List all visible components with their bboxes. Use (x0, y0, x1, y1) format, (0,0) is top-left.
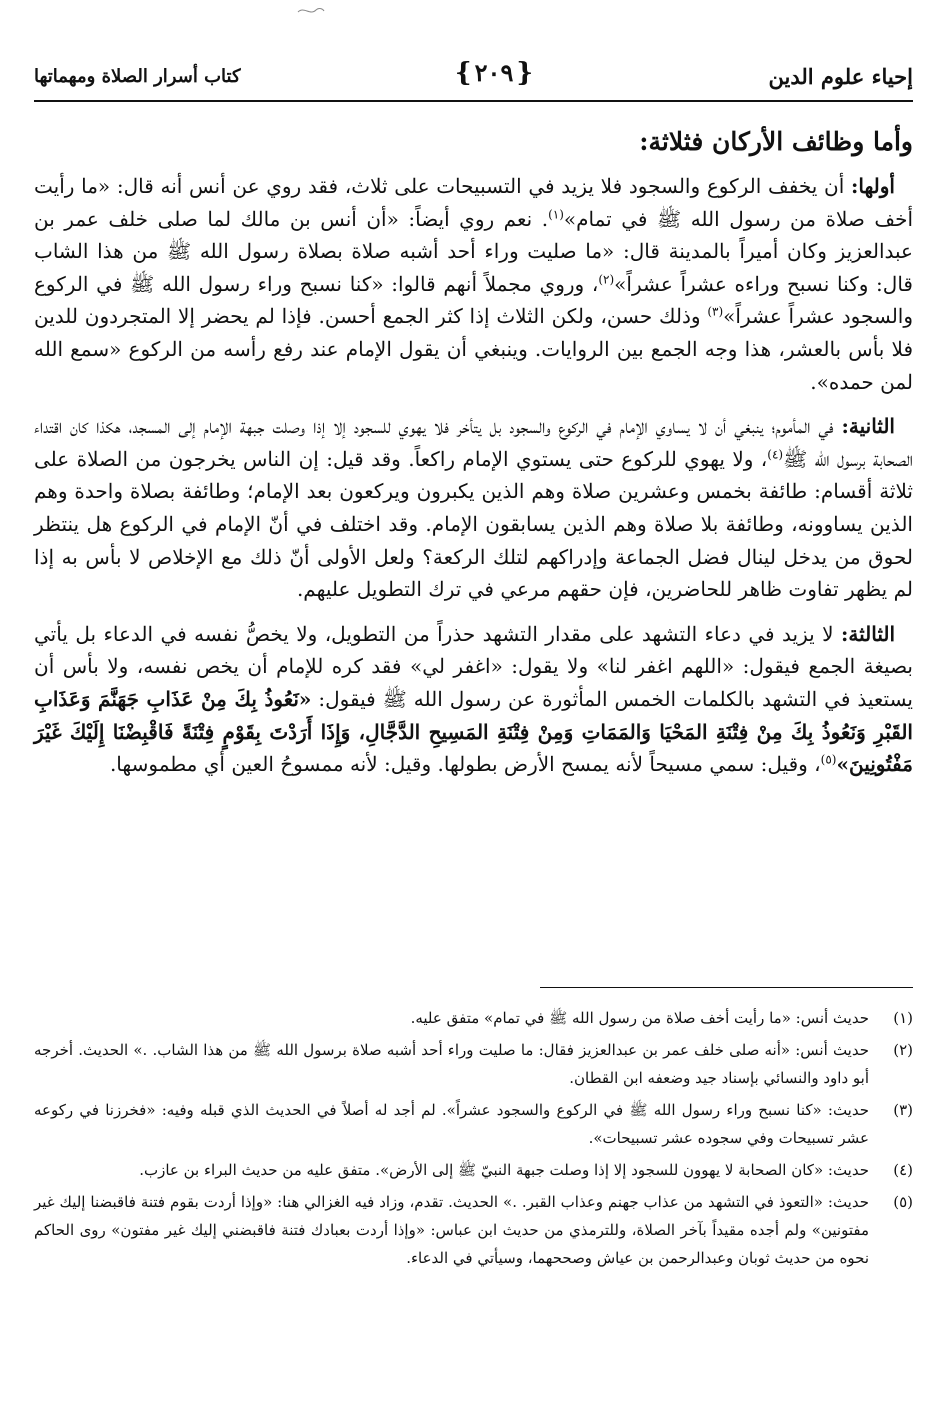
page-number-block (444, 58, 544, 88)
paragraph-second (34, 410, 913, 606)
paragraph-text: ، وروي مجملاً أنهم قالوا: «كنا نسبح وراء رسول الله ﷺ في الركوع والسجود عشراً عشراً» (34, 271, 914, 329)
chapter-title: كتاب أسرار الصلاة ومهماتها (34, 66, 241, 87)
footnote-number: (٢) (893, 1041, 913, 1059)
footnote-text: حديث: «التعوذ في التشهد من عذاب جهنم وعذاب القبر. .» الحديث. تقدم، وزاد فيه الغزالي هنا: «وإذا أردت بقوم فتنة فاقبضنا إليك غير مفتونين» ولم أجده مقيداً بآخر الصلاة، وللترمذي من حديث ابن عباس: «وإذا أردت بعبادك فتنة فاقبضني إليك غير مفتون» روى الحاكم نحوه من حديث ثوبان وعبدالرحمن بن عياش وصححهما، وسيأتي في الدعاء. (34, 1193, 869, 1267)
footnote (34, 1188, 913, 1272)
book-title: إحياء علوم الدين (768, 64, 913, 89)
ornament-mark (296, 4, 326, 18)
footnote-divider (540, 987, 913, 988)
footnote (34, 1036, 913, 1092)
footnote-number: (٣) (893, 1101, 913, 1119)
footnote-text: حديث أنس: «أنه صلى خلف عمر بن عبدالعزيز فقال: ما صليت وراء أحد أشبه صلاة برسول الله ﷺ من هذا الشاب. .» الحديث. أخرجه أبو داود والنسائي بإسناد جيد وضعفه ابن القطان. (34, 1041, 869, 1087)
footnote (34, 1096, 913, 1152)
footnote-text: حديث: «كنا نسبح وراء رسول الله ﷺ في الركوع والسجود عشراً». لم أجد له أصلاً في الحديث الذي قبله وفيه: «فخرزنا في ركوعه عشر تسبيحات وفي سجوده عشر تسبيحات». (34, 1101, 869, 1147)
paragraph-lead: الثالثة: (840, 621, 895, 646)
section-heading: وأما وظائف الأركان فثلاثة: (639, 127, 913, 156)
footnotes (34, 1004, 913, 1276)
paragraph-lead: أولها: (850, 174, 895, 198)
footnote-ref: (٤) (767, 447, 784, 462)
paragraph-text: ، وقيل: سمي مسيحاً لأنه يمسح الأرض بطولها. وقيل: لأنه ممسوحُ العين أي مطموسها. (109, 752, 821, 777)
dua-quote: «نَعُوذُ بِكَ مِنْ عَذَابِ جَهَنَّمَ وَعَذَابِ القَبْرِ وَنَعُوذُ بِكَ مِنْ فِتْنَةِ المَحْيَا وَالمَمَاتِ وَمِنْ فِتْنَةِ المَسِيحِ الدَّجَّالِ، وَإِذَا أَرَدْتَ بِقَوْمٍ فِتْنَةً فَاقْبِضْنَا إِلَيْكَ غَيْرَ مَفْتُونِينَ» (34, 686, 913, 777)
right-brace-ornament: } (516, 58, 534, 88)
footnote (34, 1156, 913, 1184)
paragraph-third (34, 618, 913, 781)
footnote-number: (٤) (893, 1161, 913, 1179)
paragraph-text: . نعم روي أيضاً: «أن أنس بن مالك لما صلى خلف عمر بن عبدالعزيز وكان أميراً بالمدينة قال: «ما صليت وراء أحد أشبه صلاة بصلاة رسول الله ﷺ من هذا الشاب قال: وكنا نسبح وراءه عشراً عشراً» (34, 206, 913, 296)
paragraph-text: لا يزيد في دعاء التشهد على مقدار التشهد حذراً من التطويل، ولا يخصُّ نفسه في الدعاء بل يأتي بصيغة الجمع فيقول: «اللهم اغفر لنا» ولا يقول: «اغفر لي» فقد كره للإمام أن يخص نفسه، ولا بأس أن يستعيذ في التشهد بالكلمات الخمس المأثورة عن رسول الله ﷺ فيقول: (34, 621, 913, 711)
footnote-ref: (٣) (707, 304, 724, 319)
footnote-text: حديث أنس: «ما رأيت أخف صلاة من رسول الله ﷺ في تمام» متفق عليه. (410, 1009, 869, 1027)
paragraph-text: أن يخفف الركوع والسجود فلا يزيد في التسبيحات على ثلاث، فقد روي عن أنس أنه قال: «ما رأيت أخف صلاة من رسول الله ﷺ في تمام» (34, 174, 914, 231)
footnote-ref: (١) (548, 206, 564, 221)
paragraph-lead: الثانية: (841, 414, 895, 439)
paragraph-text: وذلك حسن، ولكن الثلاث إذا كثر الجمع أحسن. فإذا لم يحضر إلا المتجردون للدين فلا بأس بالعشر، هذا وجه الجمع بين الروايات. وينبغي أن يقول الإمام عند رفع رأسه من الركوع «سمع الله لمن حمده». (34, 304, 913, 394)
footnote-number: (١) (893, 1009, 913, 1027)
left-brace-ornament: { (454, 58, 472, 88)
header-divider (34, 100, 913, 102)
footnote-ref: (٥) (820, 752, 837, 767)
footnote (34, 1004, 913, 1032)
page-number: ٢٠٩ (474, 58, 514, 87)
footnote-number: (٥) (893, 1193, 913, 1211)
footnote-text: حديث: «كان الصحابة لا يهوون للسجود إلا إذا وصلت جبهة النبيّ ﷺ إلى الأرض». متفق عليه من حديث البراء بن عازب. (139, 1161, 869, 1179)
paragraph-text: ، ولا يهوي للركوع حتى يستوي الإمام راكعاً. وقد قيل: إن الناس يخرجون من الصلاة على ثلاثة أقسام: طائفة بخمس وعشرين صلاة وهم الذين يكبرون ويركعون بعد الإمام؛ وطائفة بصلاة واحدة وهم الذين يساوونه، وطائفة بلا صلاة وهم الذين يسابقون الإمام. وقد اختلف في أنّ الإمام في الركوع هل ينتظر لحوق من يدخل لينال فضل الجماعة وإدراكهم لتلك الركعة؟ ولعل الأولى أنّ ذلك مع الإخلاص لا بأس به إذا لم يظهر تفاوت ظاهر للحاضرين، فإن حقهم مرعي في ترك التطويل عليهم. (34, 446, 913, 602)
main-text (34, 122, 913, 793)
paragraph-text: في المأموم؛ ينبغي أن لا يساوي الإمام في الركوع والسجود بل يتأخر فلا يهوي للسجود إلا إذا وصلت جبهة الإمام إلى المسجد، هكذا كان اقتداء الصحابة برسول الله ﷺ (34, 414, 913, 471)
footnote-ref: (٢) (598, 272, 615, 287)
paragraph-first (34, 170, 913, 398)
running-header (34, 58, 913, 98)
